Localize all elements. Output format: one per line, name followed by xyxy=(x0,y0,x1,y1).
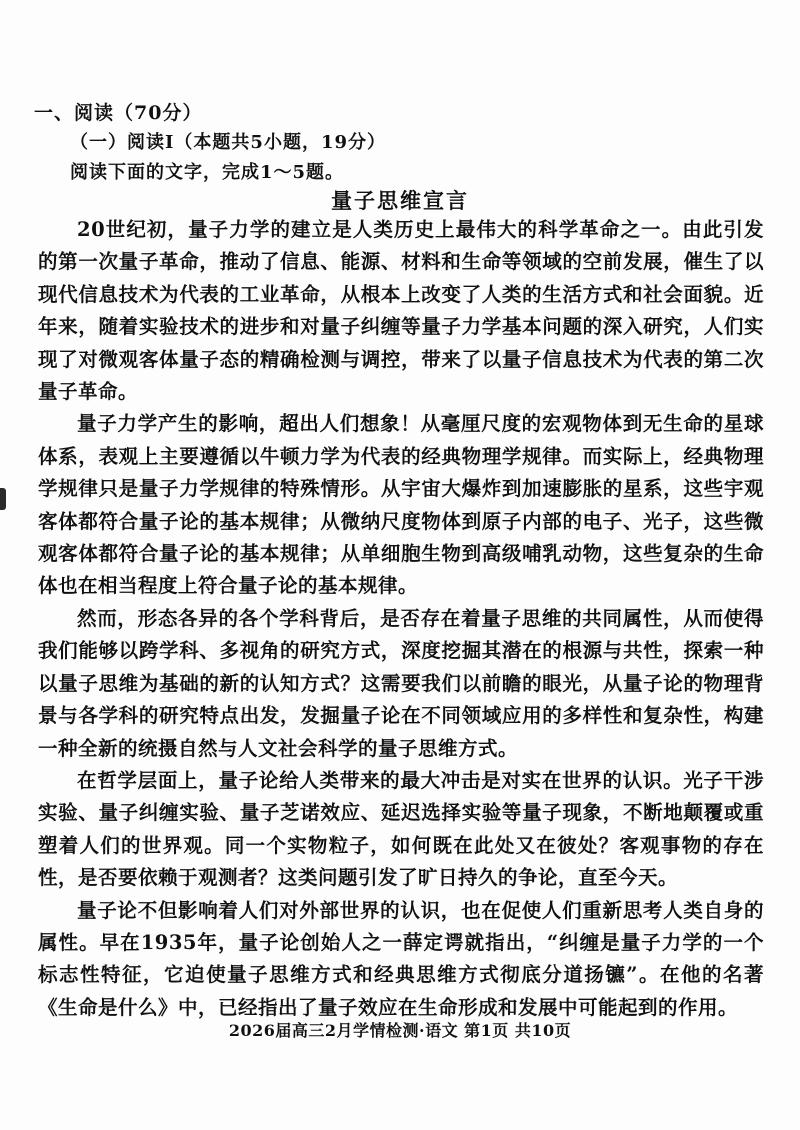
article-paragraph: 在哲学层面上，量子论给人类带来的最大冲击是对实在世界的认识。光子干涉实验、量子纠缠实验、量子芝诺效应、延迟选择实验等量子现象，不断地颠覆或重塑着人们的世界观。同一个实物粒子，如何既在此处又在彼处？客观事物的存在性，是否要依赖于观测者？这类问题引发了旷日持久的争论，直至今天。 xyxy=(38,768,764,890)
article-title: 量子思维宣言 xyxy=(331,188,469,213)
section-title: 一、阅读（70分） xyxy=(34,102,203,124)
sub-section-title: （一）阅读Ⅰ（本题共5小题，19分） xyxy=(70,132,386,153)
scan-edge-mark xyxy=(0,488,6,510)
article-paragraph: 20世纪初，量子力学的建立是人类历史上最伟大的科学革命之一。由此引发的第一次量子革命，推动了信息、能源、材料和生命等领域的空前发展，催生了以现代信息技术为代表的工业革命，从根本上改变了人类的生活方式和社会面貌。近年来，随着实验技术的进步和对量子纠缠等量子力学基本问题的深入研究，人们实现了对微观客体量子态的精确检测与调控，带来了以量子信息技术为代表的第二次量子革命。 xyxy=(38,218,764,404)
article-paragraph: 量子力学产生的影响，超出人们想象！从毫厘尺度的宏观物体到无生命的星球体系，表观上主要遵循以牛顿力学为代表的经典物理学规律。而实际上，经典物理学规律只是量子力学规律的特殊情形。从宇宙大爆炸到加速膨胀的星系，这些宇观客体都符合量子论的基本规律；从微纳尺度物体到原子内部的电子、光子，这些微观客体都符合量子论的基本规律；从单细胞生物到高级哺乳动物，这些复杂的生命体也在相当程度上符合量子论的基本规律。 xyxy=(38,412,764,598)
article-paragraph: 量子论不但影响着人们对外部世界的认识，也在促使人们重新思考人类自身的属性。早在1935年，量子论创始人之一薛定谔就指出，“纠缠是量子力学的一个标志性特征，它迫使量子思维方式和经典思维方式彻底分道扬镳”。在他的名著《生命是什么》中，已经指出了量子效应在生命形成和发展中可能起到的作用。 xyxy=(38,898,764,1019)
reading-instruction: 阅读下面的文字，完成1～5题。 xyxy=(70,162,345,183)
article-body xyxy=(38,214,764,1024)
page-footer: 2026届高三2月学情检测·语文 第1页 共10页 xyxy=(228,1021,572,1040)
article-paragraph: 然而，形态各异的各个学科背后，是否存在着量子思维的共同属性，从而使得我们能够以跨学科、多视角的研究方式，深度挖掘其潜在的根源与共性，探索一种以量子思维为基础的新的认知方式？这需要我们以前瞻的眼光，从量子论的物理背景与各学科的研究特点出发，发掘量子论在不同领域应用的多样性和复杂性，构建一种全新的统摄自然与人文社会科学的量子思维方式。 xyxy=(38,606,764,760)
